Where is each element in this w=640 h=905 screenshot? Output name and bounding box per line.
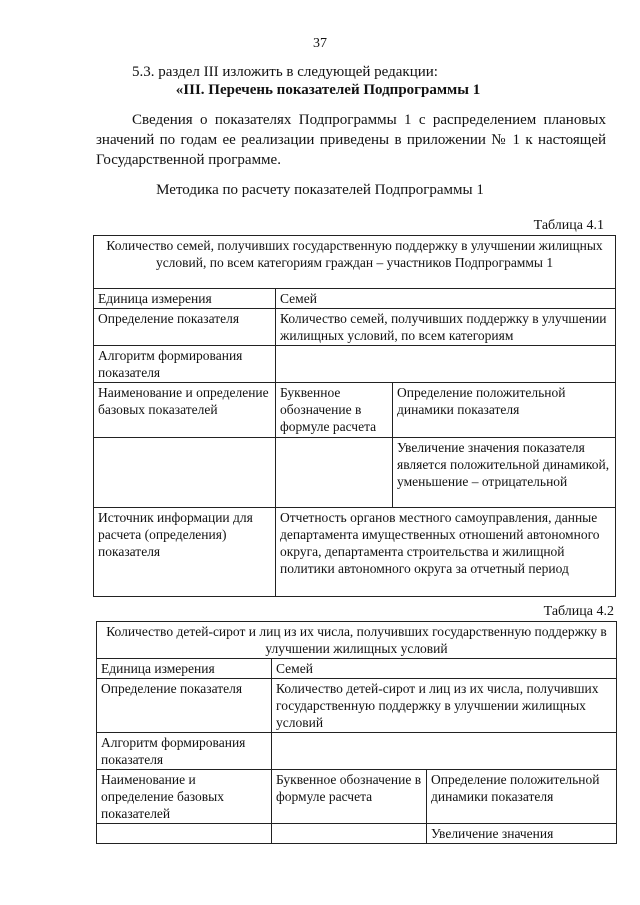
unit-label: Единица измерения: [97, 659, 272, 679]
empty-cell: [97, 824, 272, 844]
source-label: Источник информации для расчета (определения) показателя: [94, 508, 276, 597]
intro-line: 5.3. раздел III изложить в следующей редакции:: [132, 64, 438, 80]
base-indicators-label: Наименование и определение базовых показателей: [97, 770, 272, 824]
positive-dynamics-label: Определение положительной динамики показателя: [393, 383, 616, 438]
positive-dynamics-value: Увеличение значения: [427, 824, 617, 844]
indicator-table-4-1: [93, 235, 616, 597]
positive-dynamics-value: Увеличение значения показателя является положительной динамикой, уменьшение – отрицательной: [393, 438, 616, 508]
indicator-table-4-2: [96, 621, 617, 844]
algorithm-value: [272, 733, 617, 770]
positive-dynamics-label: Определение положительной динамики показателя: [427, 770, 617, 824]
algorithm-label: Алгоритм формирования показателя: [94, 346, 276, 383]
unit-value: Семей: [276, 289, 616, 309]
empty-cell: [272, 824, 427, 844]
unit-value: Семей: [272, 659, 617, 679]
empty-cell: [276, 438, 393, 508]
algorithm-label: Алгоритм формирования показателя: [97, 733, 272, 770]
definition-label: Определение показателя: [94, 309, 276, 346]
intro-paragraph: Сведения о показателях Подпрограммы 1 с распределением плановых значений по годам ее реализации приведены в приложении № 1 к настоящей Государственной программе.: [96, 112, 606, 168]
table-caption: Таблица 4.1: [533, 218, 604, 233]
definition-label: Определение показателя: [97, 679, 272, 733]
unit-label: Единица измерения: [94, 289, 276, 309]
letter-designation-label: Буквенное обозначение в формуле расчета: [276, 383, 393, 438]
base-indicators-label: Наименование и определение базовых показателей: [94, 383, 276, 438]
methodology-title: Методика по расчету показателей Подпрограммы 1: [156, 182, 484, 198]
page-number: 37: [313, 36, 327, 51]
section-title: «III. Перечень показателей Подпрограммы 1: [175, 82, 481, 98]
table-header: Количество семей, получивших государственную поддержку в улучшении жилищных условий, по всем категориям граждан – участников Подпрограммы 1: [94, 236, 616, 289]
definition-value: Количество семей, получивших поддержку в улучшении жилищных условий, по всем категориям: [276, 309, 616, 346]
table-header: Количество детей-сирот и лиц из их числа, получивших государственную поддержку в улучшении жилищных условий: [97, 622, 617, 659]
definition-value: Количество детей-сирот и лиц из их числа, получивших государственную поддержку в улучшении жилищных условий: [272, 679, 617, 733]
algorithm-value: [276, 346, 616, 383]
letter-designation-label: Буквенное обозначение в формуле расчета: [272, 770, 427, 824]
source-value: Отчетность органов местного самоуправления, данные департамента имущественных отношений автономного округа, департамента строительства и жилищной политики автономного округа за отчетный период: [276, 508, 616, 597]
table-caption: Таблица 4.2: [543, 604, 614, 619]
empty-cell: [94, 438, 276, 508]
